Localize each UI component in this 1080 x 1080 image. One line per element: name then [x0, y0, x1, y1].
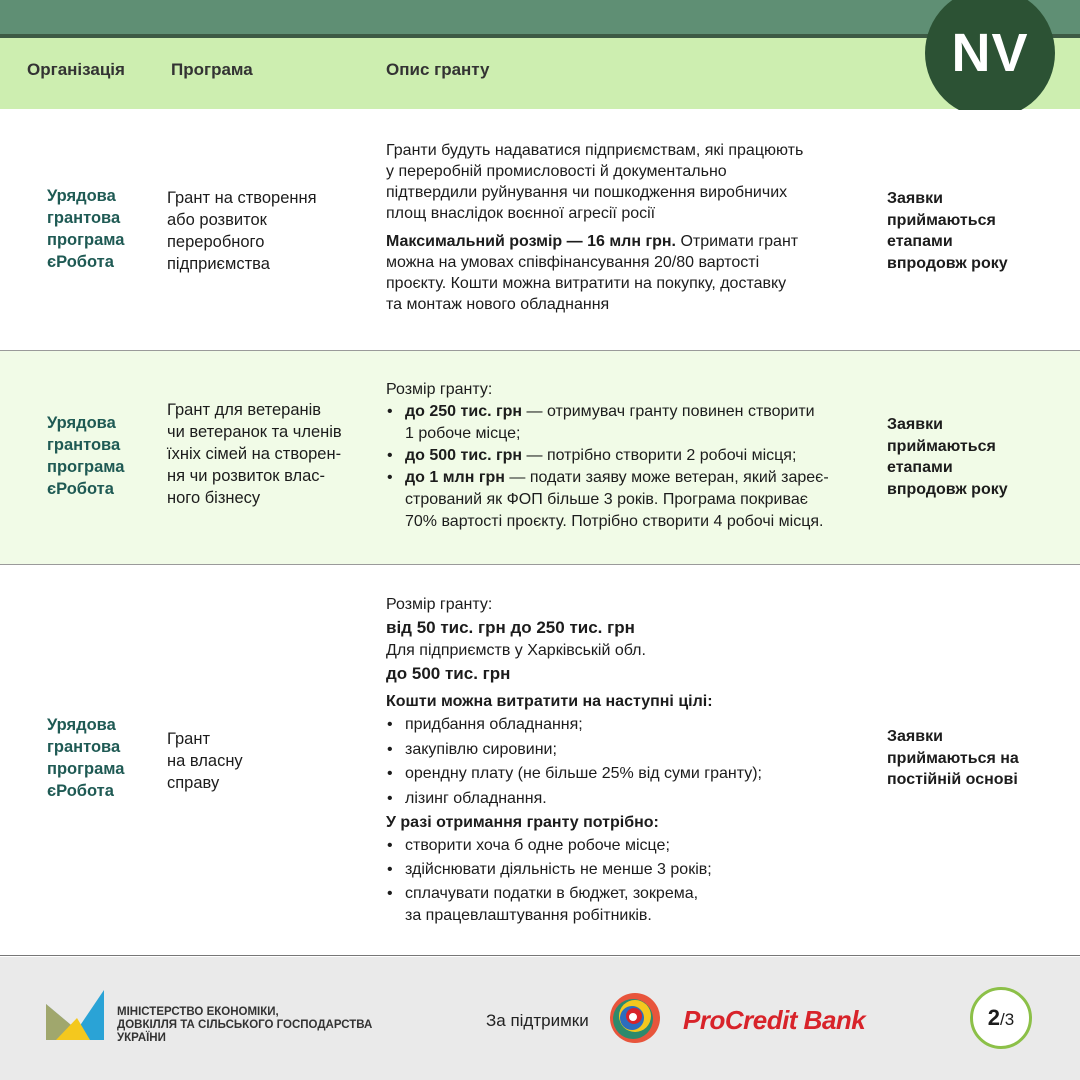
row-status: Заявки приймаються етапами впродовж року	[887, 190, 1008, 272]
header-program: Програма	[171, 60, 253, 79]
list-item: • закупівлю сировини;	[386, 738, 762, 763]
row-organization: Урядова грантова програма єРобота	[47, 716, 125, 800]
footer	[0, 957, 1080, 1080]
list-item: • орендну плату (не більше 25% від суми гранту);	[386, 762, 762, 787]
row-description	[386, 593, 762, 927]
table-header	[0, 38, 1080, 109]
description-paragraph: Гранти будуть надаватися підприємствам, які працюють у переробній промисловості й документально підтвердили руйнування чи пошкодження виробничих площ внаслідок воєнної агресії росії	[386, 142, 804, 222]
list-item: • придбання обладнання;	[386, 713, 762, 738]
grant-size-list	[386, 401, 829, 533]
row-organization: Урядова грантова програма єРобота	[47, 187, 125, 271]
uses-list	[386, 713, 762, 811]
description-paragraph	[386, 231, 803, 315]
requirements-title: У разі отримання гранту потрібно:	[386, 814, 659, 831]
row-description	[386, 379, 829, 533]
list-item: • лізинг обладнання.	[386, 787, 762, 812]
ministry-logo-icon	[46, 990, 108, 1042]
grant-size-title: Розмір гранту:	[386, 381, 493, 398]
row-program: Грант на створення або розвиток переробного підприємства	[167, 189, 317, 273]
row-organization: Урядова грантова програма єРобота	[47, 414, 125, 498]
row-status: Заявки приймаються етапами впродовж року	[887, 416, 1008, 498]
nv-logo: NV	[925, 0, 1055, 118]
table-row	[0, 565, 1080, 955]
amount-range: від 50 тис. грн до 250 тис. грн	[386, 618, 635, 637]
requirements-list	[386, 834, 762, 927]
top-bar	[0, 0, 1080, 34]
region-note: Для підприємств у Харківській обл.	[386, 642, 646, 659]
max-size-text: Отримати грант можна на умовах співфінансування 20/80 вартості проєкту. Кошти можна витратити на покупку, доставку та монтаж нового обладнання	[386, 233, 799, 313]
procredit-logo-icon	[609, 992, 661, 1044]
row-status: Заявки приймаються на постійній основі	[887, 728, 1019, 788]
header-description: Опис гранту	[386, 60, 490, 79]
uses-title: Кошти можна витратити на наступні цілі:	[386, 693, 713, 710]
amount-max: до 500 тис. грн	[386, 664, 511, 683]
list-item: • до 1 млн грн — подати заяву може ветеран, який зареє- стрований як ФОП більше 3 років. Програма покриває 70% вартості проєкту. Потрібно створити 4 робочі місця.	[386, 467, 829, 533]
row-divider	[0, 955, 1080, 956]
list-item: • створити хоча б одне робоче місце;	[386, 834, 762, 858]
list-item: • здійснювати діяльність не менше 3 років;	[386, 858, 762, 882]
row-description	[386, 140, 803, 315]
ministry-name: МІНІСТЕРСТВО ЕКОНОМІКИ, ДОВКІЛЛЯ ТА СІЛЬСЬКОГО ГОСПОДАРСТВА УКРАЇНИ	[117, 1006, 373, 1044]
list-item: • до 500 тис. грн — потрібно створити 2 робочі місця;	[386, 445, 829, 467]
page-indicator	[970, 987, 1032, 1049]
page-total: /3	[1000, 1010, 1015, 1029]
header-organization: Організація	[27, 60, 125, 79]
list-item: • до 250 тис. грн — отримувач гранту повинен створити 1 робоче місце;	[386, 401, 829, 445]
table-row	[0, 351, 1080, 564]
max-size-bold: Максимальний розмір — 16 млн грн.	[386, 233, 676, 250]
support-label: За підтримки	[486, 1011, 589, 1030]
bank-name: ProCredit Bank	[683, 1005, 866, 1035]
row-program: Грант для ветеранів чи ветеранок та членів їхніх сімей на створен- ня чи розвиток влас- ного бізнесу	[167, 401, 342, 507]
page-current: 2	[987, 1005, 1001, 1030]
row-program: Грант на власну справу	[167, 730, 243, 792]
grant-size-title: Розмір гранту:	[386, 596, 493, 613]
table-row	[0, 110, 1080, 350]
list-item: • сплачувати податки в бюджет, зокрема, за працевлаштування робітників.	[386, 883, 762, 927]
